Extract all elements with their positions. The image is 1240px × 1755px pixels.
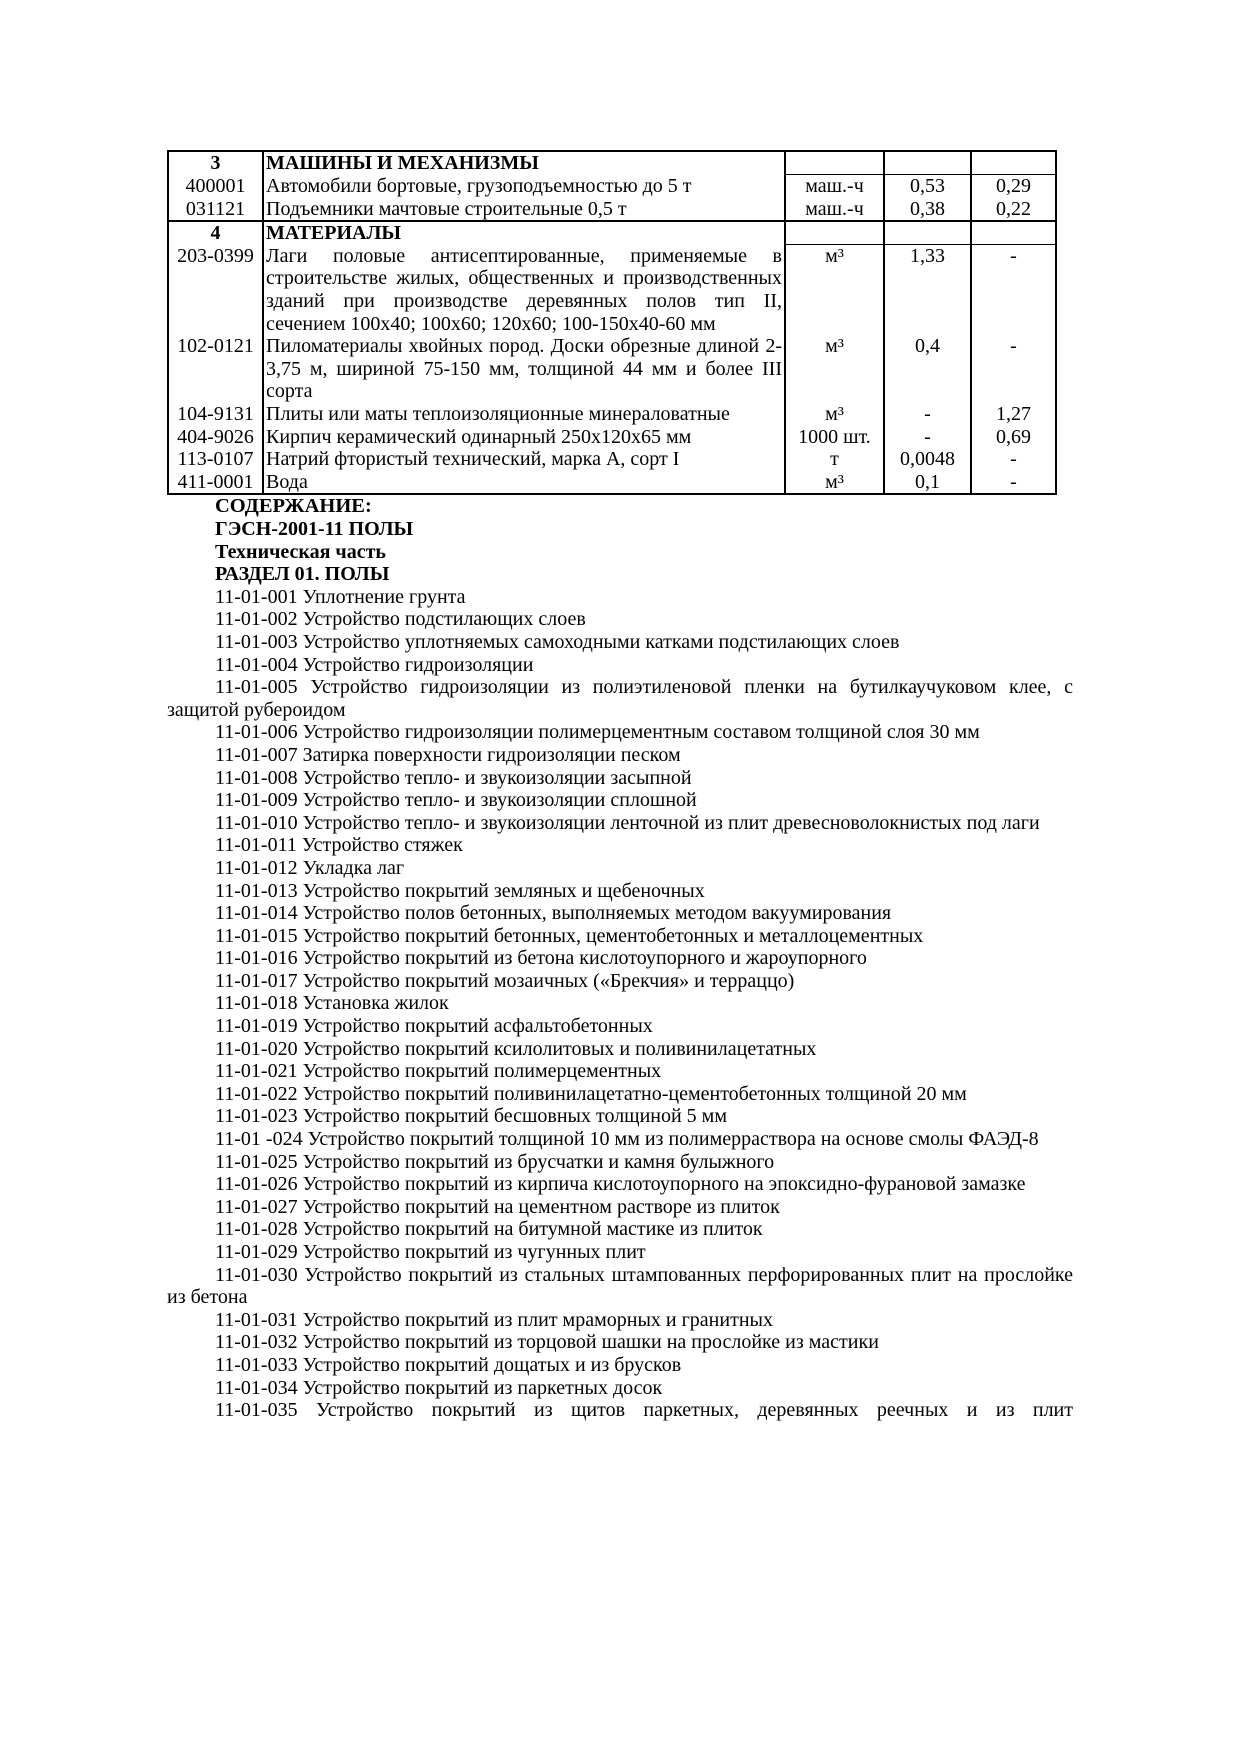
section-header-row [168, 151, 1056, 175]
cell-unit: м³ [785, 403, 884, 426]
cell-value-2: 0,29 [971, 175, 1056, 198]
toc-item: 11-01-033 Устройство покрытий дощатых и из брусков [215, 1353, 682, 1376]
cell-code: 104-9131 [168, 403, 263, 426]
cell-value-2: - [971, 471, 1056, 495]
cell-code: 203-0399 [168, 245, 263, 335]
cell-unit: маш.-ч [785, 198, 884, 222]
toc-item: 11-01-012 Укладка лаг [215, 856, 405, 879]
table-section [168, 221, 1056, 494]
cell-unit: т [785, 448, 884, 471]
table-row [168, 335, 1056, 403]
toc-item: 11-01-029 Устройство покрытий из чугунных плит [215, 1241, 646, 1263]
toc-item: 11-01-022 Устройство покрытий поливинилацетатно-цементобетонных толщиной 20 мм [215, 1082, 967, 1105]
resources-table [167, 150, 1057, 495]
cell-description: Натрий фтористый технический, марка А, сорт I [263, 448, 785, 471]
table-row [168, 198, 1056, 222]
toc-item: 11-01-010 Устройство тепло- и звукоизоляции ленточной из плит древесноволокнистых под лаги [215, 811, 1040, 834]
cell-value-2: 1,27 [971, 403, 1056, 426]
table-row [168, 403, 1056, 426]
toc-heading: Техническая часть [215, 540, 386, 563]
cell-description: Плиты или маты теплоизоляционные минераловатные [263, 403, 785, 426]
toc-item: 11-01-002 Устройство подстилающих слоев [215, 608, 586, 631]
table-row [168, 245, 1056, 335]
cell-code: 113-0107 [168, 448, 263, 471]
toc-item: 11-01-016 Устройство покрытий из бетона кислотоупорного и жароупорного [215, 947, 867, 970]
cell-value-1: 0,0048 [884, 448, 971, 471]
toc-item: 11-01-013 Устройство покрытий земляных и щебеночных [215, 879, 705, 902]
toc-heading: ГЭСН-2001-11 ПОЛЫ [215, 518, 414, 540]
cell-description: Автомобили бортовые, грузоподъемностью до 5 т [263, 175, 785, 198]
cell-value-2 [971, 221, 1056, 245]
cell-unit: м³ [785, 335, 884, 403]
cell-code: 102-0121 [168, 335, 263, 403]
toc-item: 11-01-032 Устройство покрытий из торцовой шашки на прослойке из мастики [215, 1331, 879, 1354]
cell-value-2 [971, 151, 1056, 175]
cell-unit: м³ [785, 245, 884, 335]
toc-item: 11-01-030 Устройство покрытий из стальных штампованных перфорированных плит на прослойке из бетона [167, 1263, 1073, 1309]
cell-unit: маш.-ч [785, 175, 884, 198]
toc-item: 11-01-015 Устройство покрытий бетонных, цементобетонных и металлоцементных [215, 924, 924, 947]
cell-value-1: - [884, 403, 971, 426]
table-row [168, 426, 1056, 449]
toc-item: 11-01-020 Устройство покрытий ксилолитовых и поливинилацетатных [215, 1037, 817, 1060]
cell-code: 031121 [168, 198, 263, 222]
cell-code: 404-9026 [168, 426, 263, 449]
toc-item: 11-01-007 Затирка поверхности гидроизоляции песком [215, 743, 681, 766]
cell-section-number: 4 [168, 221, 263, 245]
toc-item: 11-01-011 Устройство стяжек [215, 834, 463, 857]
cell-description: Подъемники мачтовые строительные 0,5 т [263, 198, 785, 222]
cell-code: 411-0001 [168, 471, 263, 495]
toc-item: 11-01-014 Устройство полов бетонных, выполняемых методом вакуумирования [215, 902, 892, 925]
cell-unit: м³ [785, 471, 884, 495]
cell-unit: 1000 шт. [785, 426, 884, 449]
contents-title: СОДЕРЖАНИЕ: [215, 495, 372, 518]
toc-list [167, 518, 1073, 1422]
table-section [168, 151, 1056, 221]
toc-item: 11-01-028 Устройство покрытий на битумной мастике из плиток [215, 1218, 763, 1241]
toc-item: 11-01-021 Устройство покрытий полимерцементных [215, 1060, 662, 1083]
cell-value-1: 1,33 [884, 245, 971, 335]
table-row [168, 175, 1056, 198]
toc-item: 11-01-025 Устройство покрытий из брусчатки и камня булыжного [215, 1150, 775, 1173]
cell-value-2: 0,69 [971, 426, 1056, 449]
toc-item: 11-01-031 Устройство покрытий из плит мраморных и гранитных [215, 1308, 773, 1331]
cell-description: Лаги половые антисептированные, применяемые в строительстве жилых, общественных и производственных зданий при производстве деревянных полов тип II, сечением 100х40; 100х60; 120х60; 100-150х40-60 мм [263, 245, 785, 335]
cell-value-1: 0,1 [884, 471, 971, 495]
cell-value-2: 0,22 [971, 198, 1056, 222]
toc-item: 11-01-003 Устройство уплотняемых самоходными катками подстилающих слоев [215, 630, 900, 653]
contents-section [167, 495, 1073, 1421]
cell-section-title: МАШИНЫ И МЕХАНИЗМЫ [263, 151, 785, 175]
cell-description: Вода [263, 471, 785, 495]
cell-value-1: - [884, 426, 971, 449]
toc-item: 11-01-023 Устройство покрытий бесшовных толщиной 5 мм [215, 1105, 727, 1128]
toc-item: 11-01-017 Устройство покрытий мозаичных («Брекчия» и терраццо) [215, 969, 795, 992]
cell-value-1 [884, 221, 971, 245]
cell-value-1: 0,4 [884, 335, 971, 403]
toc-item: 11-01-018 Установка жилок [215, 992, 449, 1015]
toc-item: 11-01-004 Устройство гидроизоляции [215, 653, 534, 676]
toc-item: 11-01-026 Устройство покрытий из кирпича кислотоупорного на эпоксидно-фурановой замазке [215, 1173, 1026, 1196]
toc-item: 11-01-009 Устройство тепло- и звукоизоляции сплошной [215, 789, 697, 812]
cell-value-1 [884, 151, 971, 175]
cell-code: 400001 [168, 175, 263, 198]
toc-item: 11-01 -024 Устройство покрытий толщиной 10 мм из полимерраствора на основе смолы ФАЭД-8 [215, 1128, 1039, 1151]
cell-description: Кирпич керамический одинарный 250х120х65 мм [263, 426, 785, 449]
cell-value-1: 0,38 [884, 198, 971, 222]
cell-unit [785, 151, 884, 175]
page-content [167, 0, 1073, 1422]
toc-item: 11-01-008 Устройство тепло- и звукоизоляции засыпной [215, 766, 692, 789]
cell-unit [785, 221, 884, 245]
toc-heading: РАЗДЕЛ 01. ПОЛЫ [215, 563, 390, 586]
table-row [168, 448, 1056, 471]
cell-value-1: 0,53 [884, 175, 971, 198]
toc-item: 11-01-006 Устройство гидроизоляции полимерцементным составом толщиной слоя 30 мм [215, 721, 980, 744]
cell-value-2: - [971, 335, 1056, 403]
cell-value-2: - [971, 448, 1056, 471]
toc-item: 11-01-034 Устройство покрытий из паркетных досок [215, 1376, 663, 1399]
section-header-row [168, 221, 1056, 245]
toc-item: 11-01-027 Устройство покрытий на цементном растворе из плиток [215, 1195, 780, 1218]
cell-section-number: 3 [168, 151, 263, 175]
table-row [168, 471, 1056, 495]
toc-item: 11-01-035 Устройство покрытий из щитов паркетных, деревянных реечных и из плит [215, 1399, 1073, 1422]
cell-description: Пиломатериалы хвойных пород. Доски обрезные длиной 2-3,75 м, шириной 75-150 мм, толщиной 44 мм и более III сорта [263, 335, 785, 403]
toc-item: 11-01-019 Устройство покрытий асфальтобетонных [215, 1015, 653, 1038]
cell-value-2: - [971, 245, 1056, 335]
cell-section-title: МАТЕРИАЛЫ [263, 221, 785, 245]
toc-item: 11-01-001 Уплотнение грунта [215, 585, 466, 608]
toc-item: 11-01-005 Устройство гидроизоляции из полиэтиленовой пленки на бутилкаучуковом клее, с защитой рубероидом [167, 676, 1073, 721]
